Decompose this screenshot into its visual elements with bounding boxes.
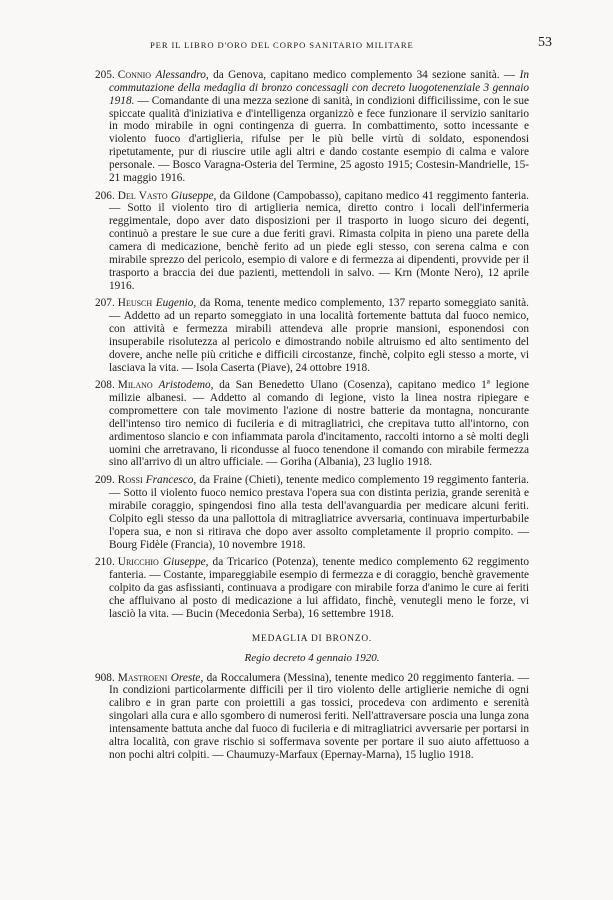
section-title: MEDAGLIA DI BRONZO. <box>251 633 373 644</box>
entry-text: da Tricarico (Potenza), tenente medico complemento 62 reggimento fanteria. — Costante, impareggiabile esempio di fermezza e di coraggio, benchè gravemente colpito da gas asfissianti, continuava a prodigare con mirabile forza d'animo le cure ai feriti che affluivano al posto di medicazione a lui affidato, finchè, venutegli meno le forze, vi lasciò la vita. — Bucin (Mecedonia Serba), 16 settembre 1918. <box>109 556 529 620</box>
entry-207 <box>95 297 529 374</box>
entry-text: da Genova, capitano medico complemento 34 sezione sanità. — <box>208 69 520 81</box>
entry-surname: Rossi <box>117 474 143 487</box>
entry-205 <box>95 69 529 185</box>
entry-given-name: Giuseppe, <box>162 556 209 569</box>
entry-number: 908. <box>95 671 115 684</box>
entry-given-name: Alessandro, <box>155 69 209 81</box>
entry-number: 209. <box>95 474 115 487</box>
decree-line: Regio decreto 4 gennaio 1920. <box>244 651 380 664</box>
entry-surname: Milano <box>117 379 153 392</box>
entry-209 <box>95 474 529 551</box>
entry-given-name: Francesco, <box>145 474 197 487</box>
entry-number: 208. <box>95 379 115 392</box>
entry-text: da San Benedetto Ulano (Cosenza), capitano medico 1ª legione milizie albanesi. — Addetto al comando di legione, visto la linea nostra ripiegare e compromettere con tale movimento l'azione di nostre batterie da montagna, noncurante dell'intenso tiro nemico di fucileria e di mitragliatrici, che crepitava tutto all'intorno, con ardimentoso slancio e con infiammata parola d'incitamento, raccolti intorno a sè molti degli uomini che arretravano, li ricondusse al fuoco tenendone il comando con mirabile fermezza sino all'arrivo di un altro ufficiale. — Goriha (Albania), 23 luglio 1918. <box>109 379 529 469</box>
entry-number: 207. <box>95 297 115 310</box>
entry-text: da Roma, tenente medico complemento, 137 reparto someggiato sanità. — Addetto ad un reparto someggiato in una località fortemente battuta dal fuoco nemico, con attività e fermezza mirabili attendeva alle proprie mansioni, esponendosi con insuperabile risolutezza al pericolo e dimostrando nobile altruismo ed alto sentimento del dovere, anche nelle più critiche e difficili circostanze, finchè, colpito egli stesso a morte, vi lasciava la vita. — Isola Caserta (Piave), 24 ottobre 1918. <box>109 297 530 374</box>
entry-italic-note: In commutazione della medaglia di bronzo concessagli con decreto luogotenenziale 3 gennaio 1918. <box>109 69 530 107</box>
entry-908 <box>95 672 529 762</box>
entry-given-name: Oreste, <box>170 671 204 684</box>
running-title: PER IL LIBRO D'ORO DEL CORPO SANITARIO MILITARE <box>150 40 414 50</box>
entry-surname: Uricchio <box>117 556 159 569</box>
entry-given-name: Aristodemo, <box>158 379 214 392</box>
entry-text: da Roccalumera (Messina), tenente medico 20 reggimento fanteria. — In condizioni particolarmente difficili per il tiro violento delle artiglierie nemiche di ogni calibro e in gran parte con proiettili a gas tossici, procedeva con ardimento e serenità singolari alla cura e allo sgombero di numerosi feriti. Nell'attraversare poscia una lunga zona intensamente battuta anche dal fuoco di fucileria e di mitragliatrici avversarie per portarsi in altra località, con grave rischio si soffermava sovente per portare il suo aiuto affettuoso a non pochi altri colpiti. — Chaumuzy-Marfaux (Epernay-Marna), 15 luglio 1918. <box>109 671 529 761</box>
entry-text: da Fraine (Chieti), tenente medico complemento 19 reggimento fanteria. — Sotto il violento fuoco nemico prestava l'opera sua con distinta perizia, grande serenità e mirabile coraggio, spingendosi fino alla testa dell'avanguardia per medicare alcuni feriti. Colpito egli stesso da una pallottola di mitragliatrice avversaria, continuava imperturbabile l'opera sua, e non si ritirava che dopo aver assolto completamente il proprio compito. — Bourg Fidèle (Francia), 10 novembre 1918. <box>109 474 529 551</box>
page-number: 53 <box>538 35 552 50</box>
entry-surname: Mastroeni <box>117 671 168 684</box>
entry-number: 210. <box>95 556 115 569</box>
entry-given-name: Giuseppe, <box>170 189 217 202</box>
entry-surname: Heusch <box>117 297 153 310</box>
entries-list <box>95 69 529 767</box>
entry-number: 206. <box>95 189 115 202</box>
entry-text: da Gildone (Campobasso), capitano medico 41 reggimento fanteria. — Sotto il violento tiro di artiglieria nemica, diretto contro i locali dell'infermeria reggimentale, dopo aver dato disposizioni per il trasporto in luogo sicuro dei degenti, continuò a prestare le sue cure a due feriti gravi. Rimasta colpita in pieno una parete della camera di medicazione, benchè ferito ad un piede egli stesso, con serena calma e con mirabile sprezzo del pericolo, esempio di valore e di fermezza ai dipendenti, provvide per il trasporto a braccia dei due pazienti, mettendoli in salvo. — Krn (Monte Nero), 12 aprile 1916. <box>109 189 529 292</box>
entry-given-name: Eugenio, <box>155 297 197 310</box>
entry-208 <box>95 379 529 469</box>
entry-surname: Connio <box>117 69 152 81</box>
entry-number: 205. <box>95 69 115 81</box>
entry-210 <box>95 556 529 620</box>
entry-surname: Del Vasto <box>117 189 168 202</box>
page-header <box>150 35 552 50</box>
entry-text-cont: — Comandante di una mezza sezione di sanità, in condizioni difficilissime, con le sue spiccate qualità d'iniziativa e d'intelligenza organizzò e fece funzionare il servizio sanitario in modo mirabile in ogni contingenza di guerra. In combattimento, sotto incessante e violento fuoco d'artiglieria, rifulse per le più belle virtù di soldato, esponendosi ripetutamente, pur di riuscire utile agli altri e dando costante esempio di calma e valore personale. — Bosco Varagna-Osteria del Termine, 25 agosto 1915; Costesin-Mandrielle, 15-21 maggio 1916. <box>109 94 529 184</box>
entry-206 <box>95 190 529 293</box>
